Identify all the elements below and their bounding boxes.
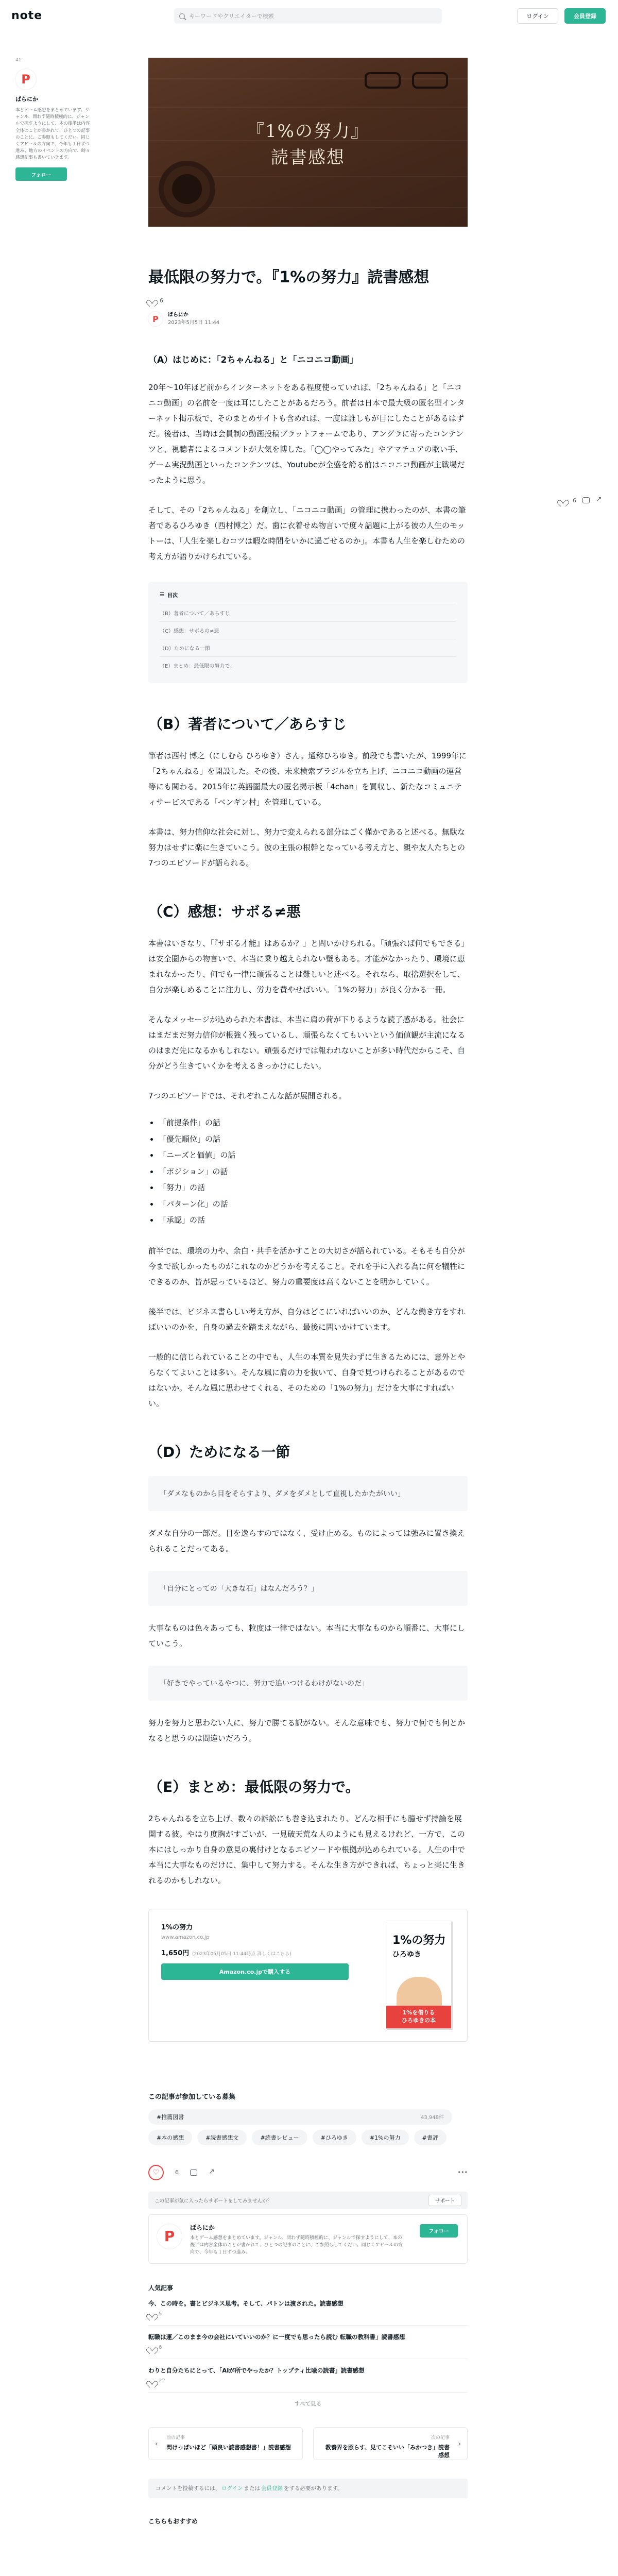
table-of-contents — [148, 582, 468, 683]
support-text: この記事が気に入ったらサポートをしてみませんか？ — [154, 2198, 272, 2204]
toc-title: 目次 — [167, 593, 178, 599]
floating-like-count: 6 — [573, 497, 576, 504]
note-logo[interactable]: note — [11, 9, 43, 22]
article-main — [148, 58, 468, 2526]
book-cover-author: ひろゆき — [392, 1950, 421, 1959]
prev-title: 閃けっぱいほど「頭良い読書感想書！」読書感想 — [166, 2444, 291, 2451]
book-cover-image[interactable] — [386, 1921, 452, 2029]
paragraph: 2ちゃんねるを立ち上げ、数々の訴訟にも巻き込まれたり、どんな相手にも臆せず持論を展開する彼。やはり度胸がすごいが、一見破天荒な人のようにも見えるけれど、一方で、この本にはしっかり自身の意見の裏付けとなるエピソードや根拠が込められている。人生の中で本当に大事なものだけに、集中して努力する。そんな生き方ができれば、ちょっと楽に生きれるのかもしれない。 — [148, 1814, 466, 1885]
like-count: 6 — [160, 297, 163, 304]
comment-text-a: コメントを投稿するには、 — [156, 2485, 220, 2492]
list-item: • 「努力」の話 — [159, 1180, 468, 1196]
list-item: • 「ポジション」の話 — [159, 1164, 468, 1180]
blockquote: 「自分にとっての「大きな石」はなんだろう？」 — [148, 1571, 468, 1606]
comment-icon[interactable] — [190, 2170, 197, 2176]
heart-icon — [148, 2378, 156, 2385]
tag-label: #推薦図書 — [157, 2113, 184, 2121]
support-button[interactable]: サポート — [428, 2195, 461, 2206]
global-header — [0, 0, 618, 31]
tag-chip[interactable]: #ひろゆき — [313, 2130, 356, 2145]
author-name[interactable]: ぱらにか — [168, 312, 188, 318]
sidebar-author-name[interactable]: ぱらにか — [15, 96, 38, 103]
section-heading-d: （D）ためになる一節 — [148, 1443, 290, 1461]
toc-item[interactable]: （B）著者について／あらすじ — [160, 604, 456, 621]
paragraph: 本書は、努力信仰な社会に対し、努力で変えられる部分はごく僅かであると述べる。無駄な努力はせずに楽に生きていこう。彼の主張の根幹となっている考え方と、親や友人たちとの7つのエピソードが語られる。 — [148, 827, 466, 868]
price-note: (2023年05月05日 11:44時点 詳しくはこちら) — [192, 1951, 291, 1957]
toc-header[interactable] — [160, 591, 456, 599]
sidebar-count: 41 — [15, 58, 22, 63]
like-button[interactable]: ♡ — [148, 2165, 164, 2180]
author-meta — [168, 311, 219, 327]
login-button[interactable]: ログイン — [517, 8, 558, 24]
toc-item[interactable]: （E）まとめ：最低限の努力で。 — [160, 656, 456, 674]
product-url: www.amazon.co.jp — [161, 1934, 210, 1940]
popular-like-count: 22 — [159, 2378, 165, 2384]
section-heading-c: （C）感想：サボる≠悪 — [148, 903, 301, 920]
price-value: 1,650円 — [161, 1949, 190, 1957]
amazon-buy-button[interactable]: Amazon.co.jpで購入する — [161, 1963, 349, 1980]
action-like-count: 6 — [175, 2169, 179, 2176]
intro-heading: （A）はじめに：「2ちゃんねる」と「ニコニコ動画」 — [148, 355, 358, 365]
tag-count: 43,948件 — [421, 2115, 444, 2121]
article-title: 最低限の努力で。『1%の努力』読書感想 — [148, 268, 430, 286]
tag-chip[interactable] — [148, 2109, 452, 2125]
list-item: • 「前提条件」の話 — [159, 1115, 468, 1131]
list-item: • 「パターン化」の話 — [159, 1196, 468, 1213]
paragraph: 筆者は西村 博之（にしむら ひろゆき）さん。通称ひろゆき。前段でも書いたが、1999年に「2ちゃんねる」を開設した。その後、未来検索ブラジルを立ち上げ、ニコニコ動画の運営等にも関わる。2015年に英語圏最大の匿名掲示板「4chan」を買収し、新たなコミュニティサービスである「ベンギン村」を管理している。 — [148, 751, 467, 807]
popular-likes — [148, 2378, 468, 2385]
next-article-link[interactable] — [313, 2427, 468, 2460]
prev-next-nav — [148, 2427, 468, 2460]
paragraph: 本書はいきなり、「『サボる才能』はあるか？」と問いかけられる。「頑張れば何でもできる」は安全圏からの物言いで、本当に乗り越えられない壁もある。才能がなかったり、環境に恵まれなかったり、何でも一律に頑張ることは難しいと述べる。それなら、取捨選択をして、自分が楽しめることに注力し、労力を費やせばいい。「1%の努力」が良く分かる一冊。 — [148, 939, 466, 994]
paragraph: そんなメッセージが込められた本書は、本当に肩の荷が下りるような読了感がある。社会にはまだまだ努力信仰が根強く残っているし、頑張らなくてもいいという価値観が主流になるのはまだ先になるかもしれない。頑張るだけでは報われないことが多い時代だからこそ、自分がどう生きていくかを考えるきっかけにしたい。 — [148, 1015, 466, 1071]
author-row — [148, 311, 468, 327]
paragraph: 7つのエピソードでは、それぞれこんな話が展開される。 — [148, 1091, 347, 1100]
comment-text-b: をする必要があります。 — [283, 2485, 343, 2492]
share-icon[interactable] — [209, 2170, 216, 2176]
avatar-logo-icon: P — [164, 2228, 175, 2245]
tag-list — [148, 2109, 468, 2145]
author-avatar[interactable] — [15, 69, 36, 90]
paragraph: 後半では、ビジネス書らしい考え方が、自分はどこにいればいいのか、どんな働き方をすればいいのかを、自身の過去を踏まえながら、最後に問いかけています。 — [148, 1307, 465, 1332]
hero-title-line2: 読書感想 — [271, 147, 345, 168]
action-row — [148, 2165, 468, 2180]
list-item[interactable] — [148, 2326, 468, 2359]
magazine-label: この記事が参加している募集 — [148, 2093, 236, 2101]
chevron-right-icon: › — [458, 2439, 461, 2448]
next-title: 教養界を照らす、見てこそいい「みかつき」読書感想 — [325, 2444, 450, 2459]
profile-avatar[interactable] — [157, 2224, 182, 2249]
glasses-illustration — [365, 68, 452, 94]
profile-name[interactable]: ぱらにか — [190, 2224, 215, 2231]
follow-label: フォロー — [31, 172, 52, 178]
paragraph: 大事なものは色々あっても、粒度は一律ではない。本当に大事なものから順番に、大事にしていこう。 — [148, 1623, 465, 1648]
book-cover-title: 1%の努力 — [392, 1934, 446, 1947]
avatar-logo-icon: P — [21, 72, 30, 87]
chevron-left-icon: ‹ — [155, 2439, 158, 2448]
tag-chip[interactable]: #読書レビュー — [252, 2130, 307, 2145]
next-label: 次の記事 — [431, 2435, 450, 2441]
comment-signup-link[interactable]: 会員登録 — [261, 2485, 283, 2492]
paragraph: 20年〜10年ほど前からインターネットをある程度使っていれば、「2ちゃんねる」と「ニコニコ動画」の名前を一度は耳にしたことがあるだろう。前者は日本で最大級の匿名型インターネット掲示板で、そのまとめサイトも含めれば、一度は誰しもが目にしたことがあるはずだ。後者は、当時は会員制の動画投稿プラットフォームであり、アングラに寄ったコンテンツと、視聴者によるコメントが大気を博した。「◯◯やってみた」やアマチュアの歌い手、ゲーム実況動画といったコンテンツは、Youtubeが全盛を誇る前はニコニコ動画が主戦場だったように思う。 — [148, 383, 465, 485]
paragraph: そして、その「2ちゃんねる」を創立し、「ニコニコ動画」の管理に携わったのが、本書の筆者であるひろゆき（西村博之）だ。歯に衣着せぬ物言いで度々話題に上がる彼の人生のモットーは、「人生を楽しむコツは暇な時間をいかに過ごせるのか」。本書も人生を楽しむための考え方が語りかけられている。 — [148, 505, 466, 561]
hero-title — [148, 118, 468, 171]
product-card[interactable] — [148, 1909, 468, 2042]
episode-list — [148, 1115, 468, 1229]
popular-title[interactable]: わりと自分たちにとって、「AIが所でやったか？トップティ比喩の読書」読書感想 — [148, 2366, 365, 2374]
like-row — [148, 297, 468, 304]
popular-likes — [148, 2344, 468, 2351]
coffee-cup-illustration — [164, 166, 210, 212]
paragraph: 前半では、環境の力や、余白・共手を活かすことの大切さが語られている。そもそも自分が今まで欲しかったものがこれなのかどうかを考えること。それを手に入れる為に何を犠牲にできるのか、皆が思っているほど、努力の重要度は高くないことを明かしていく。 — [148, 1246, 466, 1286]
paragraph: 一般的に信じられていることの中でも、人生の本質を見失わずに生きるためには、意外とやらなくてよいことは多い。そんな風に肩の力を抜いて、自身で見つけられることがあるのではないか。そんな風に思わせてくれる、そのための「1%の努力」だけを大事にすればいい。 — [148, 1352, 466, 1408]
list-item: • 「ニーズと価値」の話 — [159, 1147, 468, 1164]
avatar-logo-icon: P — [152, 314, 159, 324]
list-item: • 「承認」の話 — [159, 1212, 468, 1229]
popular-like-count: 5 — [159, 2311, 162, 2317]
tag-chip[interactable]: #1%の努力 — [362, 2130, 409, 2145]
profile-follow-button[interactable]: フォロー — [420, 2224, 458, 2238]
popular-title[interactable]: 転職は運／このまま今の会社にいていいのか？に一度でも思ったら読む 転職の教科書」読書感想 — [148, 2333, 405, 2341]
more-icon[interactable]: ••• — [457, 2169, 468, 2176]
popular-likes — [148, 2311, 468, 2318]
hero-image — [148, 58, 468, 227]
heart-icon[interactable] — [148, 297, 156, 304]
publish-date: 2023年5月5日 11:44 — [168, 320, 220, 326]
section-heading-e: （E）まとめ：最低限の努力で。 — [148, 1778, 360, 1795]
popular-list — [148, 2292, 468, 2393]
blockquote: 「好きでやっているやつに、努力で追いつけるわけがないのだ」 — [148, 1666, 468, 1701]
paragraph: 努力を努力と思わない人に、努力で勝てる訳がない。そんな意味でも、努力で何でも何とかなると思うのは間違いだろう。 — [148, 1718, 466, 1743]
hero-title-line1: 『1%の努力』 — [247, 121, 369, 142]
signup-button[interactable]: 会員登録 — [564, 8, 606, 24]
share-icon[interactable] — [596, 497, 603, 503]
popular-label: 人気記事 — [148, 2284, 174, 2292]
profile-bio: 本とゲーム感想をまとめています。ジャンル、問わず随時積極的に、ジャンルで探すようにして、本の後半は内容全体のことが書かれて、ひとつの記事のことに、ご参照もしてくだい。同じくアピールの方向で、今年も１日ずつ進み。 — [190, 2235, 403, 2256]
heart-icon[interactable] — [559, 497, 566, 504]
comment-login-prompt — [148, 2479, 468, 2498]
paragraph: ダメな自分の一部だ。目を逸らすのではなく、受け止める。ものによっては強みに置き換えられることだってある。 — [148, 1528, 465, 1553]
author-sidebar — [15, 58, 93, 181]
prev-label: 前の記事 — [166, 2435, 185, 2441]
product-title[interactable]: 1%の努力 — [161, 1923, 193, 1931]
section-heading-b: （B）著者について／あらすじ — [148, 716, 347, 733]
list-item[interactable] — [148, 2292, 468, 2326]
tag-chip[interactable]: #本の感想 — [148, 2130, 192, 2145]
comment-login-link[interactable]: ログイン — [221, 2485, 243, 2492]
floating-actions — [559, 497, 603, 504]
recommend-label: こちらもおすすめ — [148, 2517, 198, 2525]
book-cover-band: 1%を借りる ひろゆきの本 — [386, 2006, 451, 2028]
support-bar — [148, 2192, 468, 2209]
sidebar-author-bio: 本とゲーム感想をまとめています。ジャンル、問わず随時積極的に、ジャンルで探すようにして、本の後半は内容全体のことが書かれて、ひとつの記事のことに、ご参照もしてくだい。同じくアピールの方向で、今年も１日ずつ進み、地方のイベントの方向で、時々感想記事も書いていきます。 — [15, 108, 90, 161]
heart-icon — [148, 2311, 156, 2318]
sidebar-follow-button[interactable] — [15, 167, 67, 181]
popular-like-count: 6 — [159, 2345, 162, 2350]
toc-item[interactable]: （D）ためになる一節 — [160, 639, 456, 656]
tag-chip[interactable]: #読書感想文 — [197, 2130, 247, 2145]
popular-title[interactable]: 今、この時を。書とビジネス思考。そして、パトンは渡された。読書感想 — [148, 2299, 344, 2307]
list-item: • 「優先順位」の話 — [159, 1131, 468, 1148]
author-portrait — [397, 1977, 442, 2008]
search-placeholder: キーワードやクリエイターで検索 — [189, 13, 274, 20]
comment-icon[interactable] — [582, 497, 590, 503]
tag-chip[interactable]: #書評 — [414, 2130, 447, 2145]
search-input[interactable] — [174, 8, 442, 24]
comment-text-mid: または — [244, 2485, 260, 2492]
blockquote: 「ダメなものから目をそらすより、ダメをダメとして直視したかたがいい」 — [148, 1476, 468, 1511]
search-icon — [179, 13, 185, 19]
heart-icon — [148, 2344, 156, 2351]
see-all-link[interactable]: すべて見る — [294, 2400, 322, 2407]
prev-article-link[interactable] — [148, 2427, 303, 2460]
toc-item[interactable]: （C）感想：サボるの≠悪 — [160, 621, 456, 639]
author-avatar-small[interactable] — [148, 312, 163, 326]
list-icon: ☰ — [160, 592, 164, 598]
list-item[interactable] — [148, 2359, 468, 2393]
author-profile-card — [148, 2214, 468, 2264]
